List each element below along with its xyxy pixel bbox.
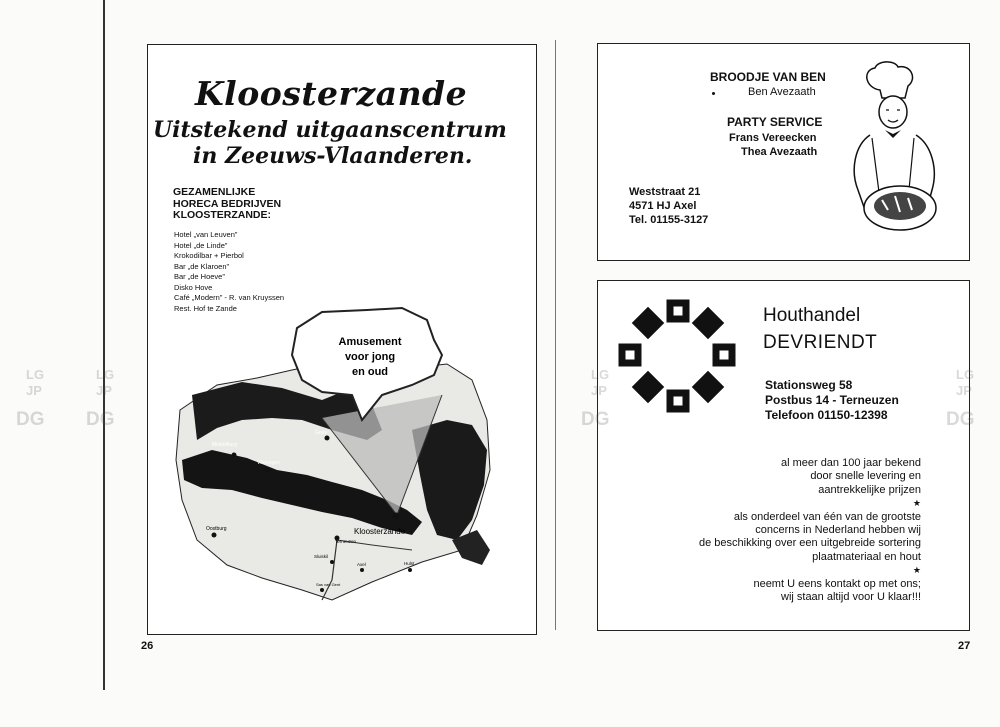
watermark-text: DG	[946, 409, 975, 430]
map-label-middelburg: Middelburg	[212, 442, 237, 448]
address-postcode: 4571 HJ Axel	[629, 200, 697, 212]
map-dot-sas-van-gent	[320, 588, 324, 592]
star-divider: ★	[912, 498, 921, 509]
page-fold	[555, 40, 556, 630]
broodje-address	[629, 185, 708, 227]
callout-text-line3: en oud	[351, 366, 389, 378]
address-phone: Tel. 01155-3127	[629, 214, 709, 226]
page-number-left: 26	[141, 640, 154, 652]
watermark-logo	[575, 365, 617, 435]
section-heading-line1: GEZAMENLIJKE	[173, 186, 256, 198]
watermark-text: JP	[96, 383, 112, 398]
map-dot-kloosterzande	[393, 513, 400, 520]
map-label-axel: Axel	[357, 562, 366, 567]
map-label-sluiskil: Sluiskil	[314, 554, 329, 559]
watermark-text: JP	[956, 383, 972, 398]
party-service-contact2: Thea Avezaath	[741, 146, 818, 158]
map-dot-axel	[360, 568, 364, 572]
venue-item: Café „Modern” - R. van Kruyssen	[174, 293, 285, 302]
watermark-text: LG	[956, 367, 975, 382]
callout-text-line1: Amusement	[338, 336, 402, 348]
binder-edge	[103, 0, 105, 690]
broodje-heading: BROODJE VAN BEN	[710, 70, 826, 84]
ad-subtitle-line2: in Zeeuws-Vlaanderen.	[193, 143, 473, 169]
body-para3-line1: neemt U eens kontakt op met ons;	[753, 577, 921, 590]
body-para2-line3: de beschikking over een uitgebreide sortering	[699, 537, 921, 550]
venue-item: Hotel „de Linde”	[174, 240, 228, 250]
body-para1-line2: door snelle levering en	[810, 470, 921, 483]
map-dot-hulst	[408, 568, 412, 572]
map-label-hulst: Hulst	[404, 561, 415, 566]
devriendt-phone: Telefoon 01150-12398	[765, 408, 888, 422]
address-street: Weststraat 21	[629, 186, 701, 198]
map-dot-goes	[325, 436, 330, 441]
body-para1-line1: al meer dan 100 jaar bekend	[780, 457, 921, 469]
watermark-text: JP	[591, 383, 607, 398]
map-label-kloosterzande: Kloosterzande	[354, 527, 406, 536]
ad-subtitle-line1: Uitstekend uitgaanscentrum	[153, 117, 507, 143]
venue-item: Bar „de Klaroen”	[174, 261, 230, 271]
callout-text-line2: voor jong	[344, 351, 396, 363]
chef-illustration	[840, 60, 950, 245]
party-service-heading: PARTY SERVICE	[727, 115, 823, 129]
body-para1-line3: aantrekkelijke prijzen	[818, 483, 921, 496]
bullet-dot	[712, 92, 715, 95]
ad-title: Kloosterzande	[195, 74, 468, 113]
watermark-text: DG	[86, 409, 115, 430]
watermark-text: DG	[581, 409, 610, 430]
body-para2-line1: als onderdeel van één van de grootste	[733, 510, 921, 523]
watermark-logo	[80, 365, 122, 435]
map-label-vlissingen: Vlissingen	[257, 460, 280, 466]
devriendt-street: Stationsweg 58	[765, 378, 853, 392]
devriendt-postbus: Postbus 14 - Terneuzen	[765, 393, 899, 407]
watermark-logo	[10, 365, 52, 435]
section-heading-line3: KLOOSTERZANDE:	[173, 209, 271, 221]
devriendt-body	[621, 457, 921, 604]
watermark-text: LG	[591, 367, 610, 382]
watermark-text: LG	[96, 367, 115, 382]
party-service-contact1: Frans Vereecken	[729, 132, 817, 144]
watermark-text: JP	[26, 383, 42, 398]
body-para2-line4: plaatmateriaal en hout	[812, 550, 921, 563]
devriendt-name-line2: DEVRIENDT	[763, 332, 878, 353]
body-para2-line2: concerns in Nederland hebben wij	[755, 524, 921, 537]
venue-item: Rest. Hof te Zande	[174, 303, 237, 313]
devriendt-name-line1: Houthandel	[763, 305, 861, 326]
map-label-goes: Goes	[315, 430, 327, 436]
watermark-logo	[940, 365, 982, 435]
map-label-oostburg: Oostburg	[206, 526, 227, 532]
map-dot-oostburg	[212, 533, 217, 538]
star-divider: ★	[912, 565, 921, 576]
map-label-sas-van-gent: Sas van Gent	[316, 582, 341, 587]
zeeland-map	[172, 300, 502, 615]
broodje-owner: Ben Avezaath	[748, 86, 816, 98]
devriendt-address	[765, 378, 899, 423]
map-dot-vlissingen	[265, 468, 270, 473]
venue-item: Bar „de Hoeve”	[174, 272, 225, 281]
venue-item: Krokodilbar + Pierbol	[174, 251, 244, 260]
map-label-terneuzen: Terneuzen	[335, 539, 357, 544]
page-number-right: 27	[958, 640, 971, 652]
body-para3-line2: wij staan altijd voor U klaar!!!	[781, 591, 921, 604]
map-dot-middelburg	[232, 453, 237, 458]
watermark-text: LG	[26, 367, 45, 382]
devriendt-logo	[615, 296, 740, 416]
section-heading-line2: HORECA BEDRIJVEN	[173, 197, 282, 210]
section-heading	[173, 187, 281, 222]
watermark-text: DG	[16, 409, 45, 430]
map-dot-sluiskil	[330, 560, 334, 564]
venue-item: Disko Hove	[174, 282, 213, 292]
venue-item: Hotel „van Leuven”	[174, 230, 238, 239]
